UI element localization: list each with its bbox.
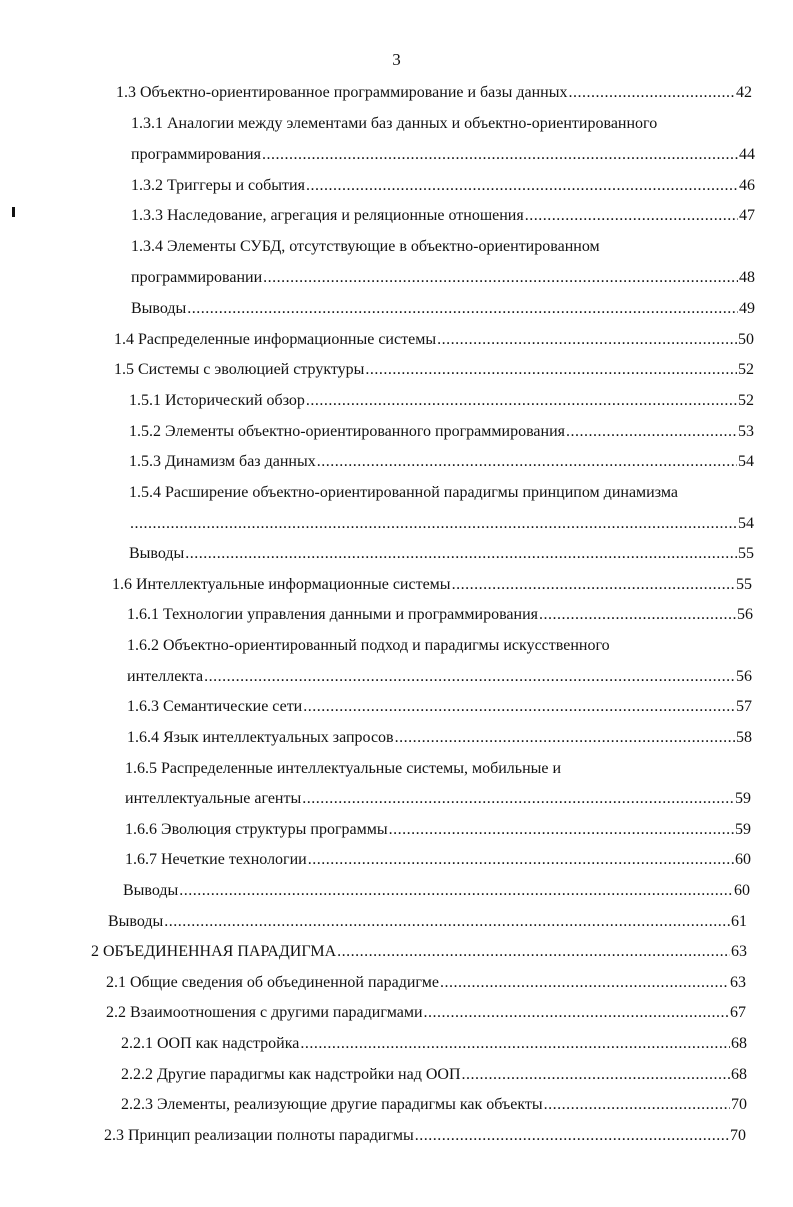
toc-entry-1-6-3[interactable] xyxy=(127,697,752,717)
toc-entry-1-6-conclusions[interactable] xyxy=(123,881,750,901)
toc-page: 48 xyxy=(739,269,755,286)
toc-leader xyxy=(263,268,738,288)
toc-leader xyxy=(306,176,738,196)
toc-page: 68 xyxy=(731,1035,747,1052)
toc-title: 2.2.2 Другие парадигмы как надстройки над ООП xyxy=(121,1066,461,1083)
toc-leader xyxy=(395,728,735,748)
toc-entry-1-6-2-line1[interactable]: 1.6.2 Объектно-ориентированный подход и парадигмы искусственного xyxy=(127,637,610,654)
toc-title: 2.2.1 ООП как надстройка xyxy=(121,1035,300,1052)
toc-leader xyxy=(179,881,733,901)
toc-leader xyxy=(187,299,738,319)
toc-page: 52 xyxy=(738,392,754,409)
toc-leader xyxy=(130,514,737,534)
toc-title: 1.5.3 Динамизм баз данных xyxy=(129,453,316,470)
toc-entry-1-3-1[interactable] xyxy=(131,145,755,165)
toc-title: 1.5 Системы с эволюцией структуры xyxy=(114,361,365,378)
toc-page: 68 xyxy=(731,1066,747,1083)
toc-page: 63 xyxy=(731,943,747,960)
toc-page: 63 xyxy=(730,974,746,991)
toc-leader xyxy=(452,575,735,595)
toc-title: 1.6.1 Технологии управления данными и программирования xyxy=(127,606,538,623)
toc-entry-1-6[interactable] xyxy=(112,575,752,595)
toc-page: 49 xyxy=(739,300,755,317)
toc-title: программирования xyxy=(131,146,261,163)
toc-leader xyxy=(437,330,737,350)
toc-entry-1-5[interactable] xyxy=(114,360,754,380)
toc-entry-1-6-6[interactable] xyxy=(125,820,751,840)
toc-leader xyxy=(204,667,735,687)
toc-page: 53 xyxy=(738,423,754,440)
toc-entry-2-2-3[interactable] xyxy=(121,1095,747,1115)
toc-page: 56 xyxy=(736,668,752,685)
toc-entry-1-3-2[interactable] xyxy=(131,176,755,196)
toc-title: 1.3.2 Триггеры и события xyxy=(131,177,305,194)
scan-mark xyxy=(12,207,15,217)
toc-page: 42 xyxy=(736,84,752,101)
toc-entry-1-conclusions[interactable] xyxy=(108,912,747,932)
toc-page: 59 xyxy=(735,790,751,807)
toc-leader xyxy=(365,360,737,380)
toc-entry-1-6-2[interactable] xyxy=(127,667,752,687)
toc-title: Выводы xyxy=(131,300,187,317)
toc-leader xyxy=(525,206,738,226)
page-number: 3 xyxy=(392,50,401,69)
toc-page: 55 xyxy=(736,576,752,593)
toc-entry-1-6-4[interactable] xyxy=(127,728,752,748)
toc-title: 1.5.2 Элементы объектно-ориентированного программирования xyxy=(129,423,566,440)
toc-page: 60 xyxy=(734,882,750,899)
toc-leader xyxy=(185,544,737,564)
toc-page: 59 xyxy=(735,821,751,838)
toc-title: 1.6.4 Язык интеллектуальных запросов xyxy=(127,729,394,746)
toc-entry-1-3-1-line1[interactable]: 1.3.1 Аналогии между элементами баз данных и объектно-ориентированного xyxy=(131,115,658,132)
toc-entry-1-3-4-line1[interactable]: 1.3.4 Элементы СУБД, отсутствующие в объектно-ориентированном xyxy=(131,238,600,255)
toc-entry-2[interactable] xyxy=(91,942,747,962)
toc-leader xyxy=(462,1065,731,1085)
toc-page: 44 xyxy=(739,146,755,163)
toc-leader xyxy=(302,789,734,809)
toc-leader xyxy=(440,973,729,993)
toc-entry-2-1[interactable] xyxy=(106,973,746,993)
toc-entry-1-6-7[interactable] xyxy=(125,850,751,870)
toc-title: 1.6.7 Нечеткие технологии xyxy=(125,851,307,868)
toc-title: 1.5.1 Исторический обзор xyxy=(129,392,305,409)
toc-title: интеллекта xyxy=(127,668,204,685)
toc-page: 57 xyxy=(736,698,752,715)
toc-title: 1.6.3 Семантические сети xyxy=(127,698,303,715)
toc-entry-1-3-conclusions[interactable] xyxy=(131,299,755,319)
toc-entry-1-5-conclusions[interactable] xyxy=(129,544,754,564)
toc-page: 60 xyxy=(735,851,751,868)
toc-leader xyxy=(544,1095,730,1115)
toc-leader xyxy=(424,1003,730,1023)
toc-page: 54 xyxy=(738,453,754,470)
toc-entry-1-3-3[interactable] xyxy=(131,206,755,226)
toc-page: 55 xyxy=(738,545,754,562)
toc-entry-2-2-2[interactable] xyxy=(121,1065,747,1085)
toc-leader xyxy=(337,942,730,962)
toc-page: 52 xyxy=(738,361,754,378)
toc-title: 2 ОБЪЕДИНЕННАЯ ПАРАДИГМА xyxy=(91,943,337,960)
toc-page: 56 xyxy=(737,606,753,623)
toc-leader xyxy=(415,1126,729,1146)
toc-entry-1-6-1[interactable] xyxy=(127,605,753,625)
toc-leader xyxy=(262,145,738,165)
toc-leader xyxy=(568,83,735,103)
toc-entry-1-6-5[interactable] xyxy=(125,789,751,809)
toc-page: 47 xyxy=(739,207,755,224)
toc-leader xyxy=(303,697,735,717)
toc-title: программировании xyxy=(131,269,263,286)
toc-entry-1-4[interactable] xyxy=(114,330,754,350)
toc-leader xyxy=(566,422,737,442)
toc-title: 1.3.3 Наследование, агрегация и реляционные отношения xyxy=(131,207,524,224)
toc-page: 58 xyxy=(736,729,752,746)
toc-title: 2.3 Принцип реализации полноты парадигмы xyxy=(104,1127,414,1144)
toc-page: 70 xyxy=(731,1096,747,1113)
toc-title: Выводы xyxy=(129,545,185,562)
toc-leader xyxy=(389,820,734,840)
toc-title: 1.6 Интеллектуальные информационные системы xyxy=(112,576,451,593)
toc-leader xyxy=(308,850,734,870)
toc-title: 1.4 Распределенные информационные системы xyxy=(114,331,437,348)
toc-page: 61 xyxy=(731,913,747,930)
toc-page: 70 xyxy=(730,1127,746,1144)
toc-leader xyxy=(300,1034,730,1054)
toc-page: 54 xyxy=(738,515,754,532)
toc-leader xyxy=(164,912,730,932)
toc-title: 2.1 Общие сведения об объединенной парадигме xyxy=(106,974,440,991)
toc-page: 67 xyxy=(730,1004,746,1021)
toc-entry-1-5-3[interactable] xyxy=(129,452,754,472)
toc-entry-1-5-2[interactable] xyxy=(129,422,754,442)
toc-title: 1.3 Объектно-ориентированное программирование и базы данных xyxy=(116,84,568,101)
toc-entry-2-2-1[interactable] xyxy=(121,1034,747,1054)
toc-entry-1-5-1[interactable] xyxy=(129,391,754,411)
toc-leader xyxy=(539,605,736,625)
toc-title: 2.2 Взаимоотношения с другими парадигмами xyxy=(106,1004,423,1021)
toc-leader xyxy=(317,452,737,472)
toc-entry-2-3[interactable] xyxy=(104,1126,746,1146)
toc-entry-1-3[interactable] xyxy=(116,83,752,103)
toc-title: Выводы xyxy=(123,882,179,899)
toc-title: Выводы xyxy=(108,913,164,930)
toc-entry-1-5-4-line1[interactable]: 1.5.4 Расширение объектно-ориентированной парадигмы принципом динамизма xyxy=(129,484,678,501)
toc-entry-2-2[interactable] xyxy=(106,1003,746,1023)
toc-title: 1.6.6 Эволюция структуры программы xyxy=(125,821,388,838)
toc-entry-1-3-4[interactable] xyxy=(131,268,755,288)
toc-entry-1-5-4[interactable] xyxy=(129,514,754,534)
toc-page: 50 xyxy=(738,331,754,348)
toc-title: интеллектуальные агенты xyxy=(125,790,302,807)
toc-leader xyxy=(306,391,737,411)
toc-entry-1-6-5-line1[interactable]: 1.6.5 Распределенные интеллектуальные системы, мобильные и xyxy=(125,760,562,777)
toc-title: 2.2.3 Элементы, реализующие другие парадигмы как объекты xyxy=(121,1096,543,1113)
toc-page: 46 xyxy=(739,177,755,194)
